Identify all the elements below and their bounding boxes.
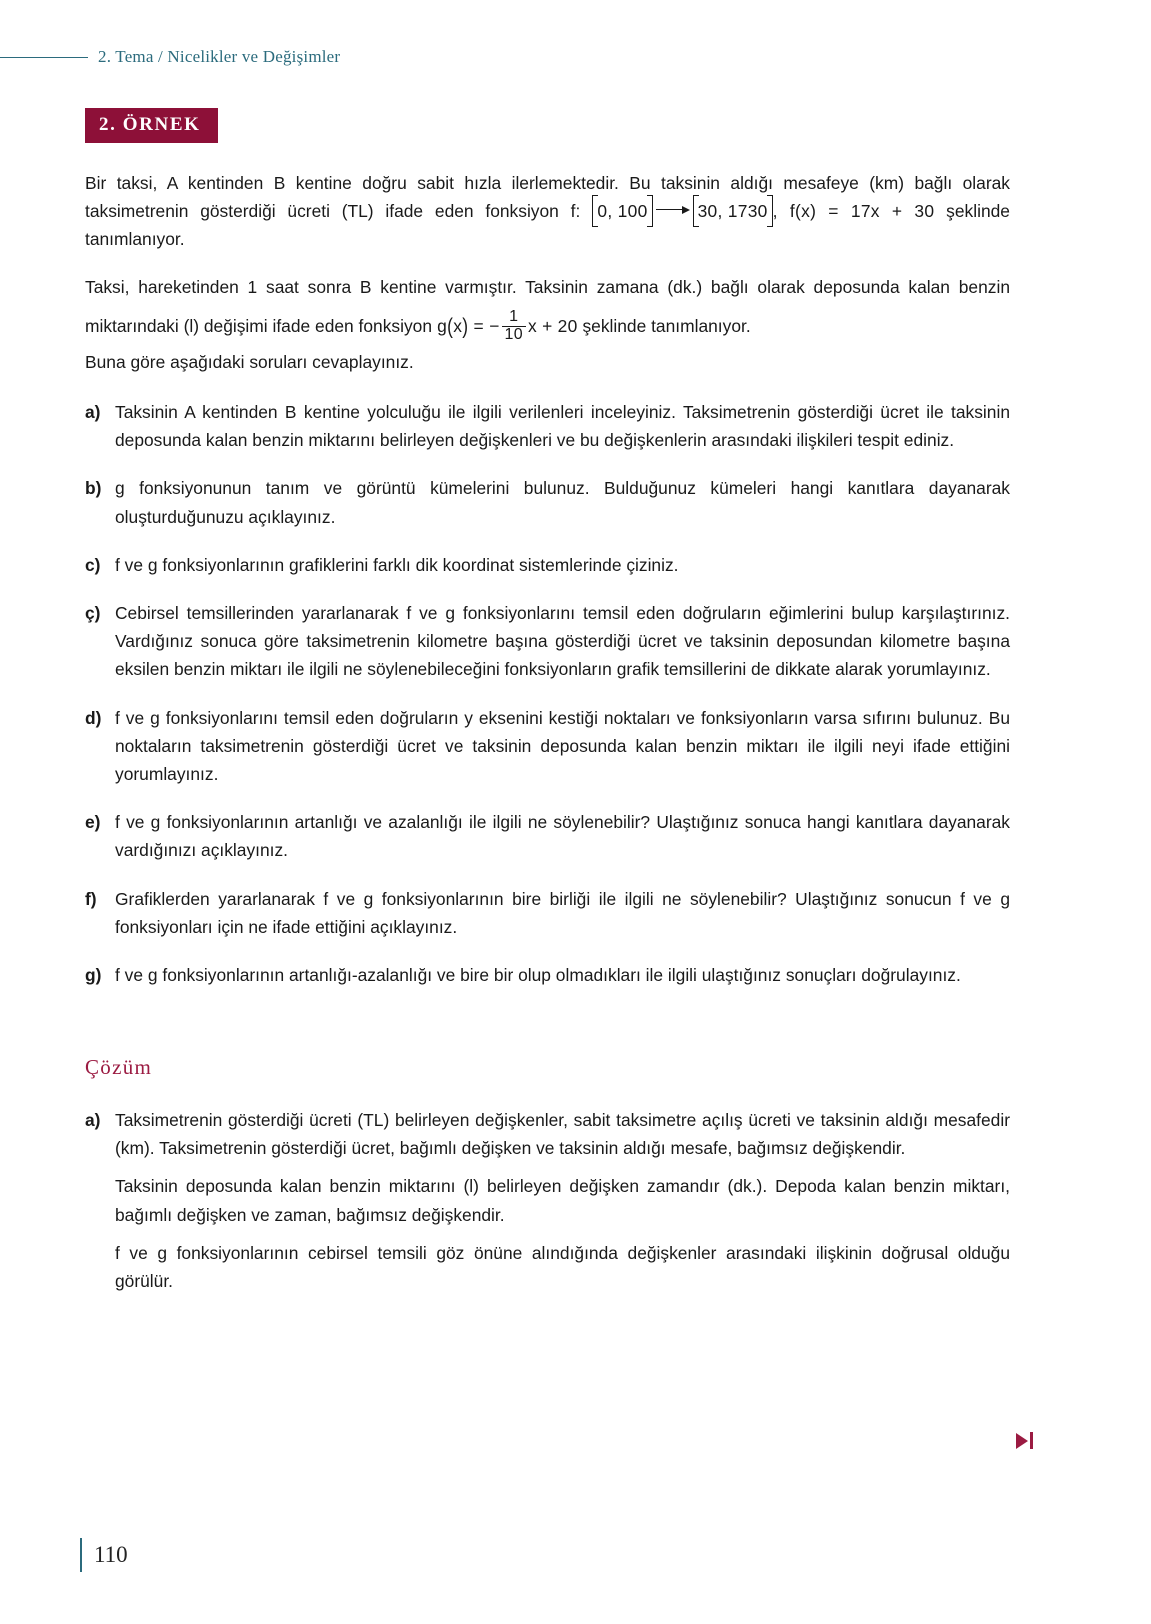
- problem-text-2: Taksi, hareketinden 1 saat sonra B kentine varmıştır. Taksinin zamana (dk.) bağlı olarak deposunda kalan benzin miktarındaki (l) değişimi ifade eden fonksiyon: [85, 276, 1010, 336]
- question-label: a): [85, 402, 101, 423]
- question-label: c): [85, 554, 101, 575]
- fraction-denominator: 10: [502, 326, 526, 344]
- problem-text-1-tail: şeklinde tanımlanıyor.: [85, 201, 1010, 250]
- solution-item-a: [85, 1106, 1010, 1162]
- question-text: f ve g fonksiyonlarının grafiklerini farklı dik koordinat sistemlerinde çiziniz.: [115, 554, 679, 575]
- page-header: [0, 42, 1151, 72]
- codomain-interval: 30, 1730: [693, 197, 773, 225]
- solution-paragraph-2: Taksinin deposunda kalan benzin miktarını (l) belirleyen değişken zamandır (dk.). Depoda kalan benzin miktarı, bağımlı değişken ve zaman, bağımsız değişkendir.: [115, 1176, 1010, 1225]
- g-rule-tail: x + 20: [527, 315, 578, 336]
- question-label: f): [85, 888, 97, 909]
- solution-paragraph-3: f ve g fonksiyonlarının cebirsel temsili göz önüne alındığında değişkenler arasındaki ilişkinin doğrusal olduğu görülür.: [115, 1242, 1010, 1291]
- question-label: d): [85, 707, 102, 728]
- solution-text: Taksimetrenin gösterdiği ücreti (TL) belirleyen değişkenler, sabit taksimetre açılış ücreti ve taksinin aldığı mesafedir (km). Taksimetrenin gösterdiği ücret, bağımlı değişken ve taksinin aldığı mesafe, bağımsız değişkendir.: [115, 1110, 1010, 1159]
- g-symbol: g: [437, 315, 448, 336]
- question-label: g): [85, 964, 102, 985]
- question-text: g fonksiyonunun tanım ve görüntü kümelerini bulunuz. Bulduğunuz kümeleri hangi kanıtlara dayanarak oluşturduğunuzu açıklayınız.: [115, 478, 1010, 527]
- end-bar-icon: [1030, 1432, 1033, 1449]
- question-item-d: [85, 704, 1010, 789]
- question-text: f ve g fonksiyonlarının artanlığı ve azalanlığı ile ilgili ne söylenebilir? Ulaştığınız sonuca hangi kanıtlara dayanarak vardığınızı açıklayınız.: [115, 812, 1010, 861]
- example-badge: 2. ÖRNEK: [85, 108, 218, 143]
- question-item-g: [85, 961, 1010, 989]
- solution-heading: Çözüm: [85, 1055, 153, 1080]
- header-rule: [0, 57, 88, 58]
- question-text: f ve g fonksiyonlarının artanlığı-azalanlığı ve bire bir olup olmadıkları ile ilgili ulaştığınız sonuçları doğrulayınız.: [115, 964, 961, 985]
- fraction-numerator: 1: [509, 307, 519, 325]
- question-item-e: [85, 808, 1010, 864]
- g-paren-open: (: [447, 312, 454, 339]
- problem-paragraph-1: [85, 169, 1010, 254]
- question-label: e): [85, 812, 101, 833]
- solution-list: [85, 1106, 1010, 1295]
- g-paren-close: ): [462, 312, 469, 339]
- problem-paragraph-2: [85, 268, 1010, 346]
- function-g-definition: [432, 307, 578, 343]
- domain-interval: 0, 100: [592, 197, 652, 225]
- play-triangle-icon: [1016, 1433, 1028, 1449]
- question-label: ç): [85, 603, 101, 623]
- solution-label: a): [85, 1110, 101, 1131]
- question-item-a: [85, 398, 1010, 454]
- question-label: b): [85, 478, 102, 499]
- header-title: 2. Tema / Nicelikler ve Değişimler: [98, 47, 341, 66]
- page-footer: [80, 1538, 128, 1572]
- question-item-b: [85, 474, 1010, 530]
- question-text: Grafiklerden yararlanarak f ve g fonksiyonlarının bire birliği ile ilgili ne söylenebilir? Ulaştığınız sonucun f ve g fonksiyonları için ne ifade ettiğini açıklayınız.: [115, 888, 1010, 937]
- page-number-rule: [80, 1538, 82, 1572]
- question-item-c: [85, 551, 1010, 579]
- maps-to-arrow-icon: [656, 205, 690, 215]
- function-notation: [580, 201, 934, 221]
- question-text: f ve g fonksiyonlarını temsil eden doğruların y eksenini kestiği noktaları ve fonksiyonların varsa sıfırını bulunuz. Bu noktaların taksimetrenin gösterdiği ücret ve taksinin deposunda kalan benzin miktarı ile ilgili neyi ifade ettiğini yorumlayınız.: [115, 707, 1010, 784]
- problem-paragraph-3: Buna göre aşağıdaki soruları cevaplayınız.: [85, 351, 414, 372]
- continue-marker-icon: [1016, 1432, 1033, 1449]
- g-variable: x: [453, 315, 463, 336]
- question-item-c-cedilla: [85, 599, 1010, 684]
- question-list: [85, 398, 1010, 989]
- question-item-f: [85, 885, 1010, 941]
- g-minus-sign: −: [489, 315, 500, 336]
- page-content: [85, 108, 1010, 1295]
- problem-text-1: Bir taksi, A kentinden B kentine doğru sabit hızla ilerlemektedir. Bu taksinin aldığı mesafeye (km) bağlı olarak taksimetrenin gösterdiği ücreti (TL) ifade eden fonksiyon f:: [85, 173, 1010, 222]
- page-number: 110: [94, 1542, 128, 1567]
- g-equals: =: [468, 315, 490, 336]
- fraction-one-tenth: [502, 309, 526, 344]
- function-rule-f: , f(x) = 17x + 30: [772, 201, 935, 222]
- question-text: Taksinin A kentinden B kentine yolculuğu ile ilgili verilenleri inceleyiniz. Taksimetrenin gösterdiği ücret ile taksinin deposunda kalan benzin miktarını belirleyen değişkenleri ve bu değişkenlerin arasındaki ilişkileri tespit ediniz.: [115, 402, 1010, 451]
- question-text: Cebirsel temsillerinden yararlanarak f ve g fonksiyonlarını temsil eden doğruların eğimlerini bulup karşılaştırınız. Vardığınız sonuca göre taksimetrenin kilometre başına gösterdiği ücret ve taksinin deposundan kilometre başına eksilen benzin miktarı ile ilgili ne söylenebileceğini fonksiyonların grafik temsillerini de dikkate alarak yorumlayınız.: [115, 603, 1010, 680]
- problem-text-2-tail: şeklinde tanımlanıyor.: [582, 315, 751, 336]
